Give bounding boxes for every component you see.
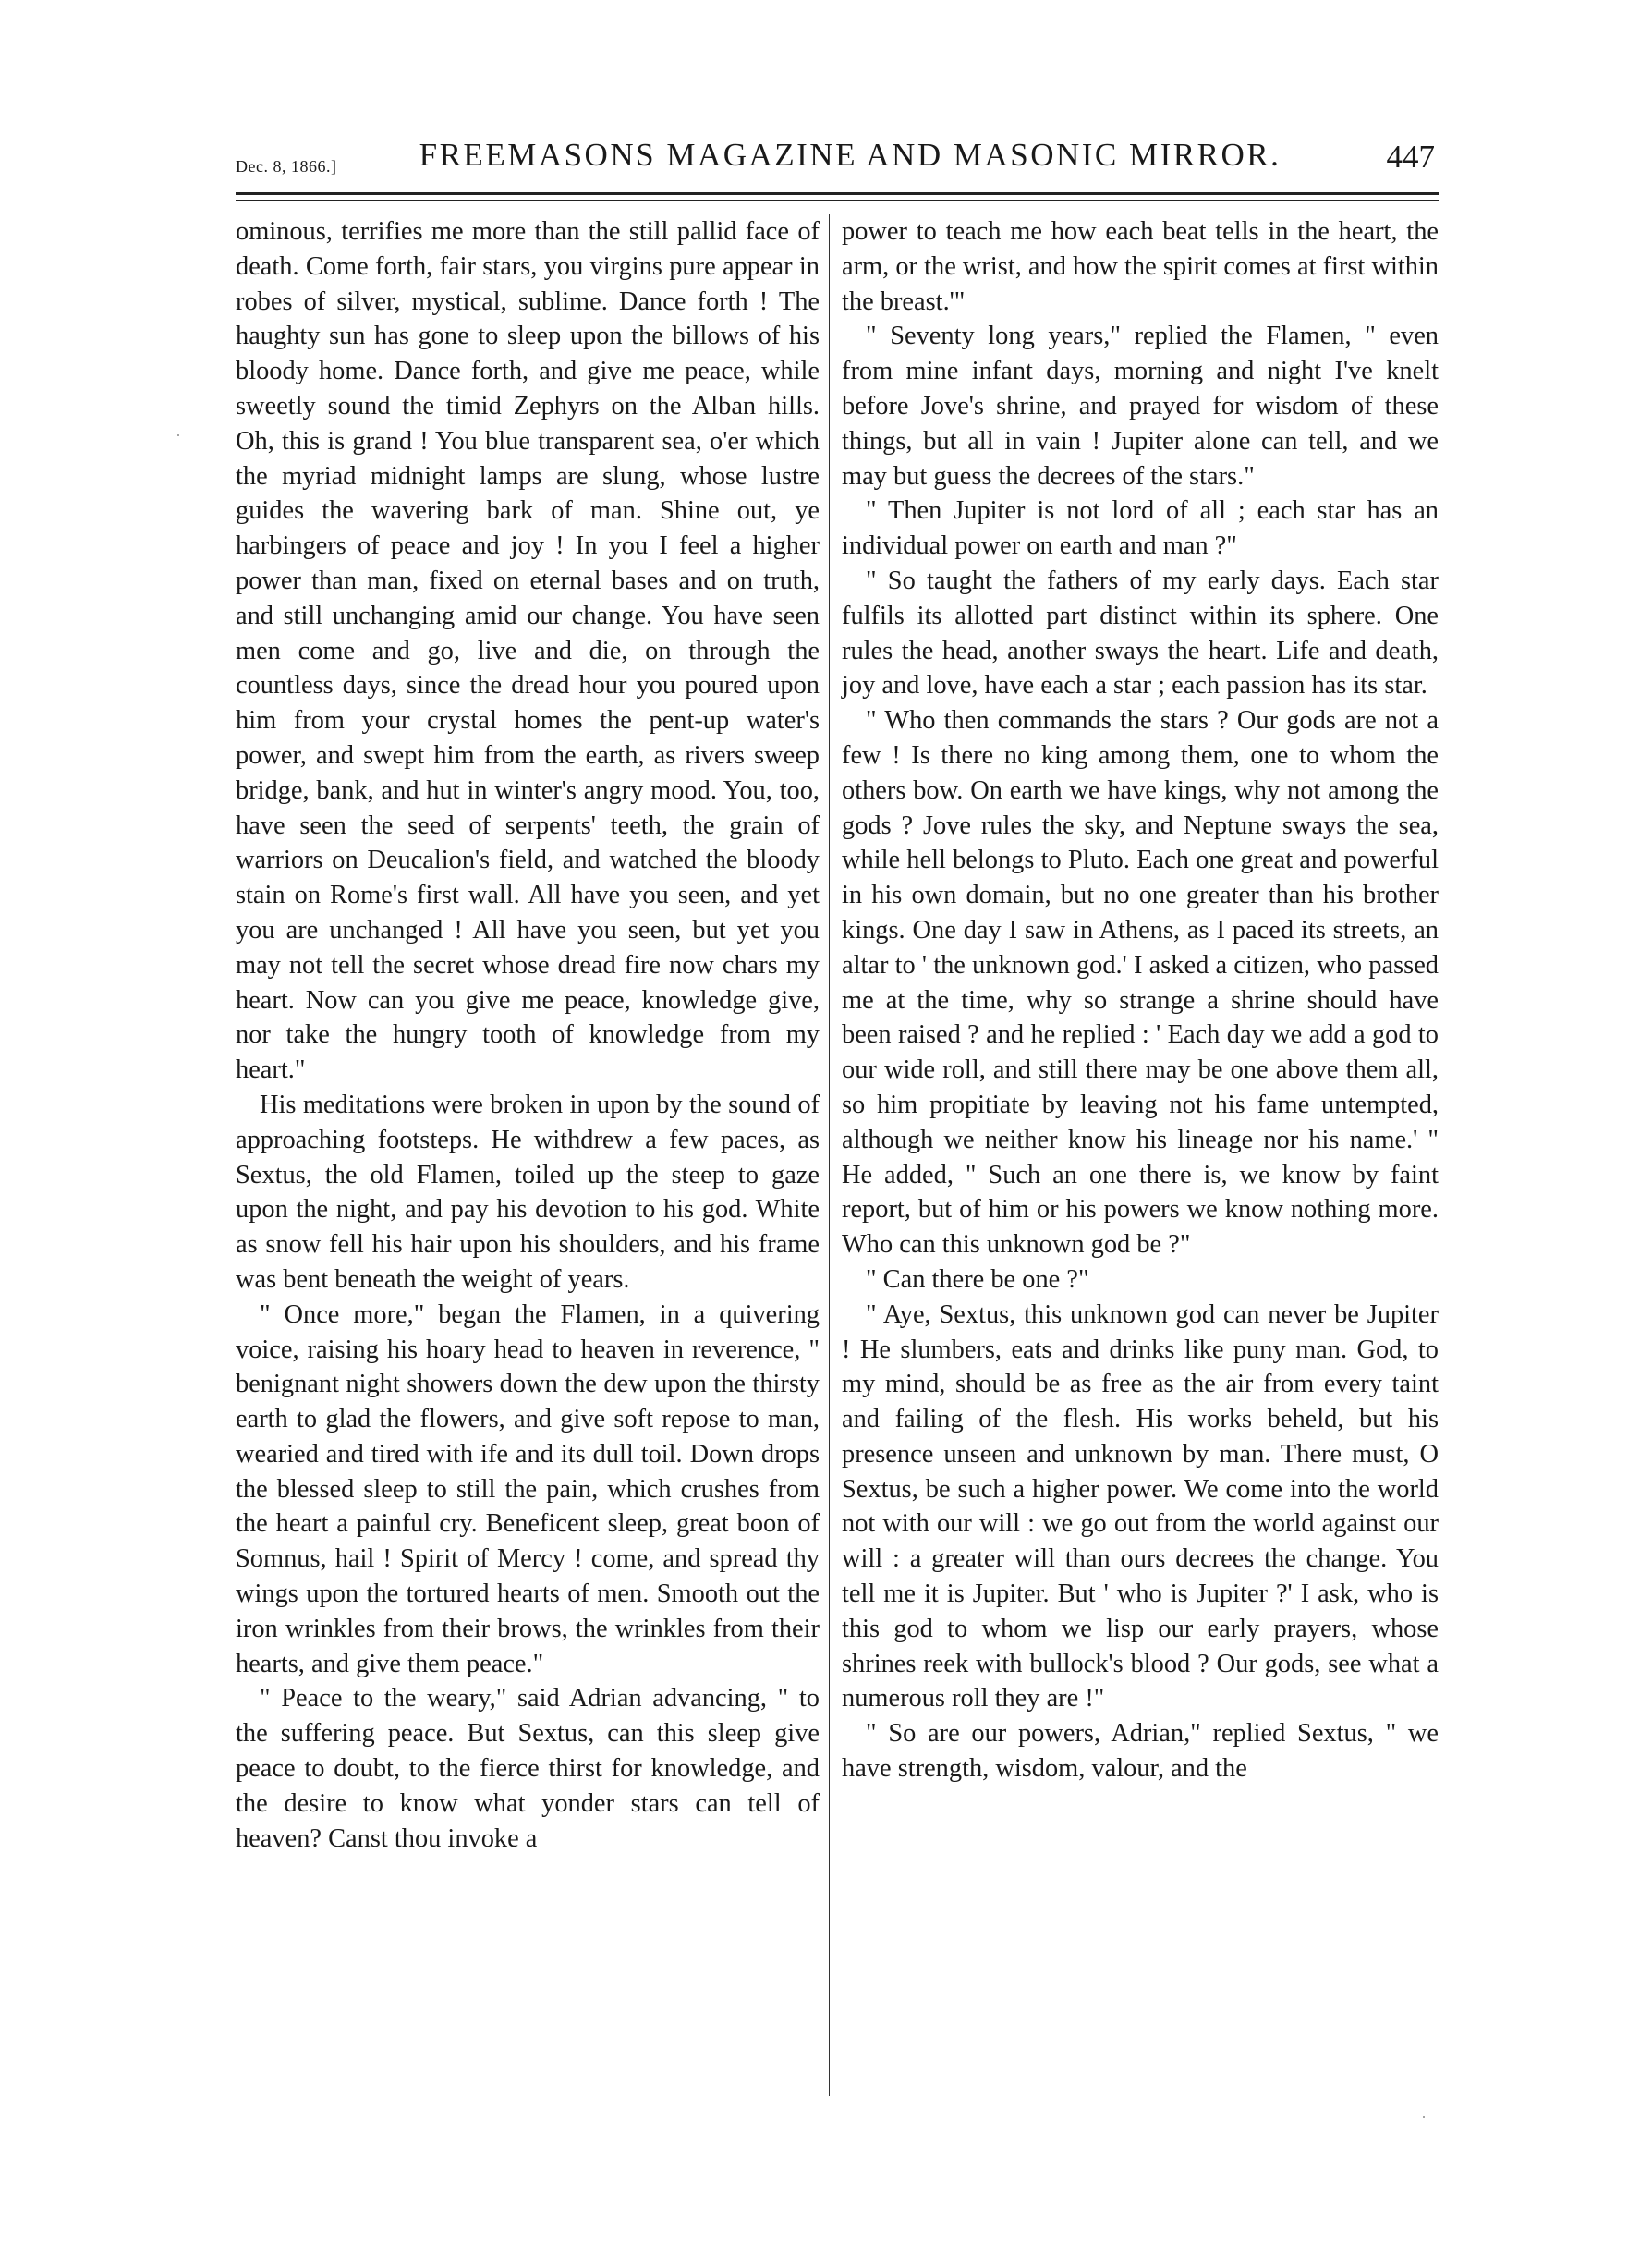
paragraph: power to teach me how each beat tells in the heart, the arm, or the wrist, and how the spirit comes at first within the breast.'" bbox=[842, 217, 1439, 316]
left-column bbox=[236, 214, 820, 1856]
paragraph: His meditations were broken in upon by the sound of approaching footsteps. He withdrew a few paces, as Sextus, the old Flamen, toiled up the steep to gaze upon the night, and pay his devotion to his god. White as snow fell his hair upon his shoulders, and his frame was bent beneath the weight of years. bbox=[236, 1090, 820, 1294]
paragraph: " Can there be one ?" bbox=[866, 1264, 1089, 1294]
paragraph: " Aye, Sextus, this unknown god can never be Jupiter ! He slumbers, eats and drinks like puny man. God, to my mind, should be as free as the air from every taint and failing of the flesh. His works beheld, but his presence unseen and unknown by man. There must, O Sextus, be such a higher power. We come into the world not with our will : we go out from the world against our will : a greater will than ours decrees the change. You tell me it is Jupiter. But ' who is Jupiter ?' I ask, who is this god to whom we lisp our early prayers, whose shrines reek with bullock's blood ? Our gods, see what a numerous roll they are !" bbox=[842, 1299, 1439, 1713]
right-column bbox=[842, 214, 1439, 1786]
magazine-title: FREEMASONS MAGAZINE AND MASONIC MIRROR. bbox=[419, 137, 1282, 173]
paragraph: ominous, terrifies me more than the still pallid face of death. Come forth, fair stars, you virgins pure appear in robes of silver, mystical, sublime. Dance forth ! The haughty sun has gone to sleep upon the billows of his bloody home. Dance forth, and give me peace, while sweetly sound the timid Zephyrs on the Alban hills. Oh, this is grand ! You blue transparent sea, o'er which the myriad midnight lamps are slung, whose lustre guides the wavering bark of man. Shine out, ye harbingers of peace and joy ! In you I feel a higher power than man, fixed on eternal bases and on truth, and still unchanging amid our change. You have seen men come and go, live and die, on through the countless days, since the dread hour you poured upon him from your crystal homes the pent-up water's power, and swept him from the earth, as rivers sweep bridge, bank, and hut in winter's angry mood. You, too, have seen the seed of serpents' teeth, the grain of warriors on Deucalion's field, and watched the bloody stain on Rome's first wall. All have you seen, and yet you are unchanged ! All have you seen, but yet you may not tell the secret whose dread fire now chars my heart. Now can you give me peace, knowledge give, nor take the hungry tooth of knowledge from my heart." bbox=[236, 217, 820, 1085]
paragraph: " Peace to the weary," said Adrian advancing, " to the suffering peace. But Sextus, can this sleep give peace to doubt, to the fierce thirst for knowledge, and the desire to know what yonder stars can tell of heaven? Canst thou invoke a bbox=[236, 1684, 820, 1853]
page-number: 447 bbox=[1386, 139, 1435, 175]
issue-date: Dec. 8, 1866.] bbox=[236, 157, 337, 176]
paragraph: " Who then commands the stars ? Our gods are not a few ! Is there no king among them, one to whom the others bow. On earth we have kings, why not among the gods ? Jove rules the sky, and Neptune sways the sea, while hell belongs to Pluto. Each one great and powerful in his own domain, but no one greater than his brother kings. One day I saw in Athens, as I paced its streets, an altar to ' the unknown god.' I asked a citizen, who passed me at the time, why so strange a shrine should have been raised ? and he replied : ' Each day we add a god to our wide roll, and still there may be one above them all, so him propitiate by leaving not his fame untempted, although we neither know his lineage nor his name.' " He added, " Such an one there is, we know by faint report, but of him or his powers we know nothing more. Who can this unknown god be ?" bbox=[842, 706, 1439, 1260]
paragraph: " Once more," began the Flamen, in a quivering voice, raising his hoary head to heaven in reverence, " benignant night showers down the dew upon the thirsty earth to glad the flowers, and give soft repose to man, wearied and tired with ife and its dull toil. Down drops the blessed sleep to still the pain, which crushes from the heart a painful cry. Beneficent sleep, great boon of Somnus, hail ! Spirit of Mercy ! come, and spread thy wings upon the tortured hearts of men. Smooth out the iron wrinkles from their brows, the wrinkles from their hearts, and give them peace." bbox=[236, 1299, 820, 1678]
paper-speck bbox=[177, 434, 179, 436]
paper-speck bbox=[1423, 2116, 1425, 2118]
header-rule-thick bbox=[236, 192, 1439, 195]
paragraph: " Seventy long years," replied the Flamen, " even from mine infant days, morning and night I've knelt before Jove's shrine, and prayed for wisdom of these things, but all in vain ! Jupiter alone can tell, and we may but guess the decrees of the stars." bbox=[842, 322, 1439, 491]
page-header bbox=[236, 137, 1435, 185]
paragraph: " Then Jupiter is not lord of all ; each star has an individual power on earth and man ?" bbox=[842, 496, 1439, 561]
header-rule-thin bbox=[236, 200, 1439, 201]
paragraph: " So are our powers, Adrian," replied Sextus, " we have strength, wisdom, valour, and the bbox=[842, 1719, 1439, 1784]
paragraph: " So taught the fathers of my early days. Each star fulfils its allotted part distinct within its sphere. One rules the head, another sways the heart. Life and death, joy and love, have each a star ; each passion has its star. bbox=[842, 566, 1439, 701]
column-divider bbox=[829, 214, 830, 2096]
